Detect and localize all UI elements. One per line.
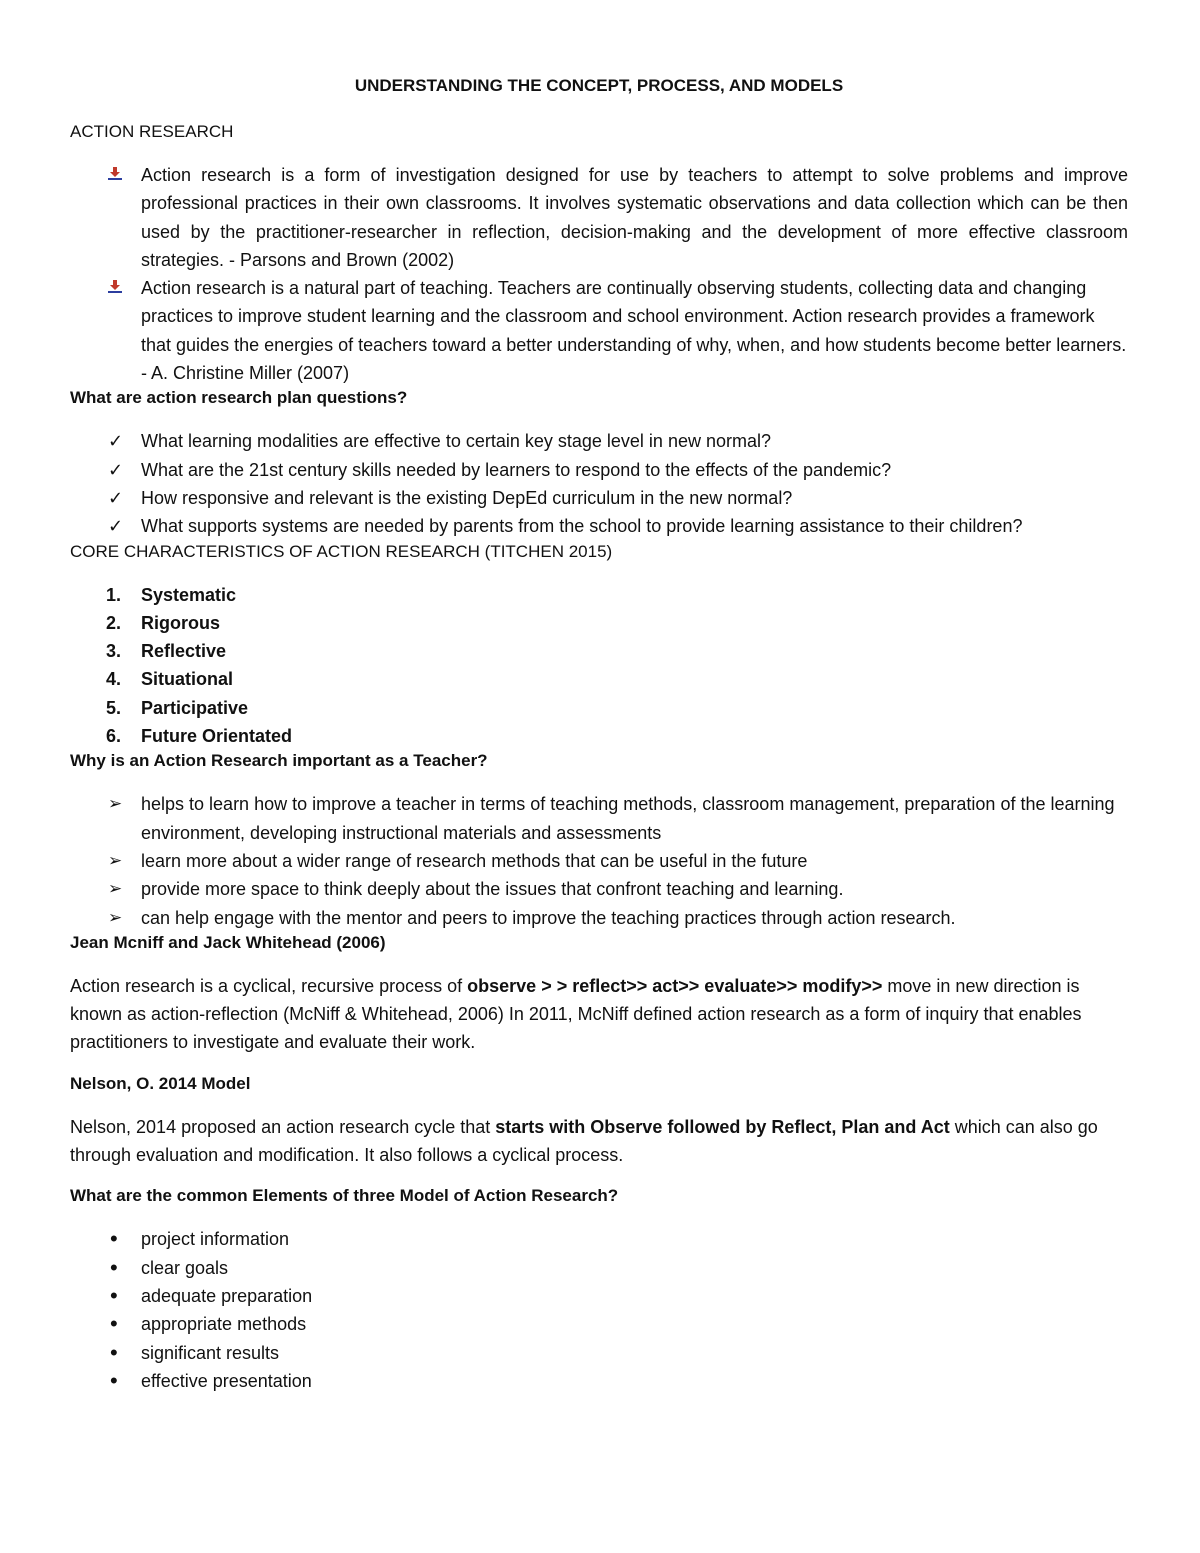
checkmark-icon: ✓ <box>108 431 124 452</box>
list-item <box>70 665 1128 693</box>
arrowhead-icon: ➢ <box>108 794 123 814</box>
heading-mcniff: Jean Mcniff and Jack Whitehead (2006) <box>70 932 386 952</box>
list-item <box>70 1254 1128 1282</box>
item-number: 1. <box>106 584 122 605</box>
arrowhead-icon: ➢ <box>108 850 123 870</box>
heading-action-research: ACTION RESEARCH <box>70 122 234 141</box>
checkmark-icon: ✓ <box>108 516 124 537</box>
importance-text: learn more about a wider range of research methods that can be useful in the future <box>141 850 808 871</box>
list-item <box>70 637 1128 665</box>
bullet-icon: • <box>110 1339 118 1365</box>
core-characteristics-list <box>70 581 1128 751</box>
plan-questions-list <box>70 427 1128 540</box>
list-item <box>70 484 1128 512</box>
common-elements-list <box>70 1225 1128 1395</box>
list-item <box>70 790 1128 847</box>
element-text: significant results <box>141 1342 280 1363</box>
characteristic-text: Participative <box>141 697 249 718</box>
definition-text: Action research is a natural part of teaching. Teachers are continually observing students, collecting data and changing practices to improve student learning and the classroom and school environment. Action research provides a framework that guides the energies of teachers toward a better understanding of why, when, and how students become better learners. - A. Christine Miller (2007) <box>141 278 1127 384</box>
heading-common-elements: What are the common Elements of three Model of Action Research? <box>70 1186 619 1206</box>
list-item <box>70 512 1128 540</box>
item-number: 4. <box>106 669 122 690</box>
list-item <box>70 456 1128 484</box>
arrowhead-icon: ➢ <box>108 907 123 927</box>
bullet-icon: • <box>110 1254 118 1280</box>
importance-text: helps to learn how to improve a teacher in terms of teaching methods, classroom management, preparation of the learning environment, developing instructional materials and assessments <box>141 794 1115 843</box>
list-item <box>70 1225 1128 1253</box>
list-item <box>70 427 1128 455</box>
list-item <box>70 847 1128 875</box>
element-text: project information <box>141 1229 290 1250</box>
element-text: adequate preparation <box>141 1285 313 1306</box>
item-number: 5. <box>106 697 122 718</box>
item-number: 2. <box>106 612 122 633</box>
element-text: effective presentation <box>141 1370 312 1391</box>
heading-importance: Why is an Action Research important as a Teacher? <box>70 751 488 771</box>
characteristic-text: Future Orientated <box>141 726 293 747</box>
list-item <box>70 1367 1128 1395</box>
definition-text: Action research is a form of investigation designed for use by teachers to attempt to solve problems and improve professional practices in their own classrooms. It involves systematic observations and data collection which can be then used by the practitioner-researcher in reflection, decision-making and the development of more effective classroom strategies. - Parsons and Brown (2002) <box>141 165 1128 270</box>
paragraph-bold-text: starts with Observe followed by Reflect, Plan and Act <box>495 1116 950 1137</box>
heading-nelson: Nelson, O. 2014 Model <box>70 1073 251 1093</box>
list-item <box>70 1339 1128 1367</box>
bullet-icon: • <box>110 1226 118 1252</box>
checkmark-icon: ✓ <box>108 459 124 480</box>
list-item <box>70 1282 1128 1310</box>
document-title: UNDERSTANDING THE CONCEPT, PROCESS, AND MODELS <box>354 76 844 95</box>
list-item <box>70 904 1128 932</box>
question-text: How responsive and relevant is the existing DepEd curriculum in the new normal? <box>141 487 793 508</box>
list-item <box>70 161 1128 274</box>
mcniff-paragraph <box>70 972 1128 1057</box>
element-text: appropriate methods <box>141 1314 307 1335</box>
importance-text: provide more space to think deeply about the issues that confront teaching and learning. <box>141 879 844 900</box>
heading-plan-questions: What are action research plan questions? <box>70 388 408 408</box>
bullet-icon: • <box>110 1367 118 1393</box>
paragraph-text: which can also go through evaluation and modification. It also follows a cyclical process. <box>70 1116 1098 1166</box>
list-item <box>70 274 1128 387</box>
list-item <box>70 1310 1128 1338</box>
characteristic-text: Rigorous <box>141 612 220 633</box>
heading-core-characteristics: CORE CHARACTERISTICS OF ACTION RESEARCH (TITCHEN 2015) <box>70 541 613 561</box>
list-item <box>70 875 1128 903</box>
nelson-paragraph <box>70 1113 1128 1170</box>
checkmark-icon: ✓ <box>108 487 124 508</box>
list-item <box>70 722 1128 750</box>
paragraph-text: Nelson, 2014 proposed an action research cycle that <box>70 1116 496 1137</box>
characteristic-text: Systematic <box>141 584 237 605</box>
characteristic-text: Reflective <box>141 641 227 662</box>
question-text: What supports systems are needed by parents from the school to provide learning assistance to their children? <box>141 516 1023 537</box>
list-item <box>70 694 1128 722</box>
question-text: What are the 21st century skills needed by learners to respond to the effects of the pandemic? <box>141 459 892 480</box>
list-item <box>70 581 1128 609</box>
paragraph-text: Action research is a cyclical, recursive process of <box>70 975 468 996</box>
action-research-list <box>70 161 1128 387</box>
paragraph-bold-text: observe > > reflect>> act>> evaluate>> modify>> <box>467 975 883 996</box>
item-number: 3. <box>106 641 122 662</box>
paragraph-text: move in new direction is known as action-reflection (McNiff & Whitehead, 2006) In 2011, McNiff defined action research as a form of inquiry that enables practitioners to investigate and evaluate their work. <box>70 975 1082 1053</box>
element-text: clear goals <box>141 1257 229 1278</box>
list-item <box>70 609 1128 637</box>
bullet-icon: • <box>110 1311 118 1337</box>
importance-text: can help engage with the mentor and peers to improve the teaching practices through action research. <box>141 907 956 928</box>
arrowhead-icon: ➢ <box>108 879 123 899</box>
importance-list <box>70 790 1128 931</box>
bullet-icon: • <box>110 1282 118 1308</box>
item-number: 6. <box>106 726 122 747</box>
characteristic-text: Situational <box>141 669 234 690</box>
question-text: What learning modalities are effective to certain key stage level in new normal? <box>141 431 771 452</box>
